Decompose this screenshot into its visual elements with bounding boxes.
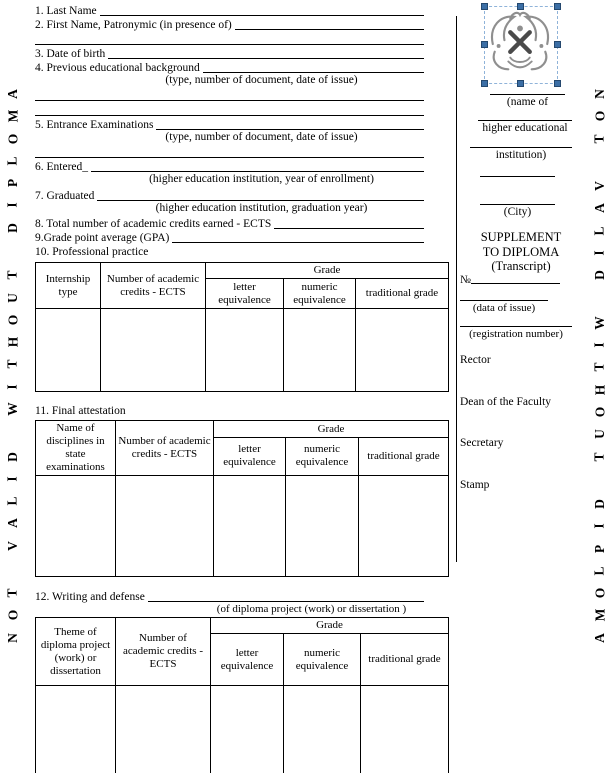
city-caption: (City): [480, 204, 555, 218]
table-cell[interactable]: [101, 309, 206, 392]
table-cell[interactable]: [116, 476, 214, 577]
fill-line[interactable]: [35, 115, 424, 116]
watermark-letter: P: [592, 544, 607, 553]
header-letter-equivalence: letter equivalence: [214, 437, 286, 476]
section-final-attestation-label: 11. Final attestation: [35, 405, 126, 418]
field-total-credits: [35, 216, 448, 230]
header-grade: Grade: [206, 263, 449, 279]
header-credits: Number of academic credits - ECTS: [116, 618, 211, 686]
watermark-letter: P: [5, 179, 20, 188]
fill-line[interactable]: [35, 44, 424, 45]
diploma-project-table: [35, 617, 449, 773]
watermark-letter: M: [592, 609, 607, 622]
watermark-letter: L: [591, 566, 607, 576]
fill-line[interactable]: [91, 171, 424, 172]
header-traditional-grade: traditional grade: [359, 437, 449, 476]
selected-image-frame[interactable]: [484, 6, 558, 84]
header-theme: Theme of diploma project (work) or dissertation: [36, 618, 116, 686]
watermark-right-not-valid-without-diploma: [590, 88, 610, 644]
supplement-line-3: (Transcript): [491, 259, 551, 273]
selection-handle[interactable]: [554, 80, 561, 87]
table-cell[interactable]: [284, 309, 356, 392]
watermark-letter: I: [591, 250, 607, 256]
field-graduated: [35, 187, 448, 201]
section-professional-practice-label: 10. Professional practice: [35, 246, 149, 259]
watermark-letter: D: [5, 451, 20, 462]
watermark-letter: T: [591, 451, 607, 462]
watermark-letter: T: [591, 134, 607, 144]
watermark-letter: T: [4, 270, 20, 280]
watermark-letter: O: [4, 610, 20, 621]
header-letter-equivalence: letter equivalence: [211, 634, 284, 686]
fill-line[interactable]: [156, 129, 424, 130]
field-previous-education: [35, 60, 448, 74]
watermark-letter: I: [591, 342, 607, 348]
field-date-of-birth: [35, 46, 448, 60]
field-entrance-examinations: [35, 117, 448, 131]
watermark-letter: U: [5, 292, 20, 303]
header-grade: Grade: [211, 618, 449, 634]
watermark-letter: O: [591, 587, 607, 599]
field-caption: (higher education institution, year of enrollment): [149, 173, 374, 186]
field-writing-and-defense: 12. Writing and defense: [35, 589, 448, 603]
supplement-title: [460, 230, 582, 274]
form-main-column: [35, 3, 448, 773]
header-disciplines: Name of disciplines in state examinations: [36, 421, 116, 476]
watermark-letter: T: [591, 362, 607, 372]
blank-ruled-line: [480, 176, 555, 188]
fill-line[interactable]: [100, 15, 424, 16]
field-caption: (higher education institution, graduation year): [155, 201, 368, 214]
field-first-name: [35, 17, 448, 31]
watermark-letter: T: [4, 588, 20, 598]
watermark-letter: O: [4, 314, 20, 326]
watermark-letter: N: [5, 632, 20, 643]
field-caption: (of diploma project (work) or dissertation ): [216, 603, 407, 616]
selection-handle[interactable]: [481, 80, 488, 87]
watermark-letter: M: [5, 109, 20, 123]
vertical-divider-line: [456, 16, 457, 562]
table-cell[interactable]: [361, 686, 449, 773]
selection-handle[interactable]: [517, 3, 524, 10]
official-dean: Dean of the Faculty: [460, 396, 552, 408]
watermark-letter: W: [5, 402, 20, 416]
professional-practice-table: [35, 262, 449, 392]
blank-line-row: [35, 31, 448, 45]
field-label: 7. Graduated: [35, 189, 95, 202]
fill-line[interactable]: [471, 283, 560, 284]
header-grade: Grade: [214, 421, 449, 437]
field-gpa: [35, 230, 448, 244]
table-cell[interactable]: [36, 476, 116, 577]
fill-line[interactable]: [148, 601, 424, 602]
selection-handle[interactable]: [481, 3, 488, 10]
watermark-letter: I: [591, 523, 607, 529]
header-numeric-equivalence: numeric equivalence: [284, 279, 356, 309]
watermark-letter: D: [592, 499, 607, 509]
blank-line-row: [35, 88, 448, 102]
field-label: 3. Date of birth: [35, 47, 106, 60]
watermark-letter: D: [5, 222, 20, 233]
watermark-letter: U: [592, 429, 607, 440]
fill-line[interactable]: [172, 242, 424, 243]
watermark-letter: V: [5, 540, 20, 551]
watermark-letter: I: [4, 384, 20, 390]
official-rector: Rector: [460, 354, 491, 366]
table-cell[interactable]: [36, 309, 101, 392]
table-cell[interactable]: [359, 476, 449, 577]
watermark-letter: O: [591, 406, 607, 418]
selection-handle[interactable]: [481, 41, 488, 48]
watermark-letter: H: [591, 384, 607, 395]
official-secretary: Secretary: [460, 437, 504, 449]
watermark-letter: W: [592, 316, 607, 330]
sidebar-column: [460, 0, 588, 773]
field-label: 1. Last Name: [35, 5, 97, 18]
header-internship-type: Internship type: [36, 263, 101, 309]
number-field: [460, 274, 560, 286]
final-attestation-table: [35, 420, 449, 577]
field-last-name: [35, 3, 448, 17]
watermark-letter: A: [592, 203, 607, 214]
header-letter-equivalence: letter equivalence: [206, 279, 284, 309]
supplement-line-2: TO DIPLOMA: [482, 244, 560, 259]
fill-line[interactable]: [97, 200, 424, 201]
watermark-letter: L: [4, 156, 20, 166]
institution-name-line-1: (name of: [490, 94, 565, 108]
blank-line-row: [35, 145, 448, 159]
table-cell[interactable]: [211, 686, 284, 773]
watermark-letter: I: [4, 202, 20, 209]
table-cell[interactable]: [214, 476, 286, 577]
field-caption: (type, number of document, date of issue): [165, 73, 358, 86]
registration-number-caption: (registration number): [460, 326, 572, 340]
fill-line[interactable]: [203, 72, 424, 73]
header-traditional-grade: traditional grade: [356, 279, 449, 309]
field-label: 9.Grade point average (GPA): [35, 232, 170, 245]
watermark-letter: A: [5, 518, 20, 529]
table-cell[interactable]: [284, 686, 361, 773]
table-cell[interactable]: [36, 686, 116, 773]
header-credits: Number of academic credits - ECTS: [101, 263, 206, 309]
coat-of-arms-emblem[interactable]: [485, 7, 555, 81]
institution-name-line-3: institution): [470, 147, 572, 161]
table-cell[interactable]: [286, 476, 359, 577]
watermark-letter: A: [592, 632, 607, 643]
watermark-letter: L: [4, 496, 20, 506]
field-entered: [35, 159, 448, 173]
watermark-left-not-valid-without-diploma: [3, 88, 23, 644]
date-of-issue-caption: (data of issue): [460, 300, 548, 314]
fill-line[interactable]: [274, 228, 424, 229]
supplement-line-1: SUPPLEMENT: [480, 230, 562, 244]
fill-line[interactable]: [108, 58, 424, 59]
field-label: 6. Entered_: [35, 161, 89, 174]
watermark-letter: T: [4, 359, 20, 369]
watermark-letter: O: [591, 111, 607, 122]
field-label: 2. First Name, Patronymic (in presence of): [35, 19, 232, 32]
field-label: 4. Previous educational background: [35, 61, 200, 74]
fill-line[interactable]: [35, 157, 424, 158]
watermark-letter: I: [4, 476, 20, 482]
watermark-letter: D: [592, 270, 607, 281]
header-credits: Number of academic credits - ECTS: [116, 421, 214, 476]
number-sign: №: [460, 274, 471, 286]
watermark-letter: A: [5, 89, 20, 99]
header-numeric-equivalence: numeric equivalence: [284, 634, 361, 686]
watermark-letter: N: [592, 89, 607, 99]
fill-line[interactable]: [35, 100, 424, 101]
watermark-letter: H: [4, 336, 20, 348]
selection-handle[interactable]: [554, 41, 561, 48]
field-label: 8. Total number of academic credits earned - ECTS: [35, 218, 272, 230]
selection-handle[interactable]: [554, 3, 561, 10]
table-cell[interactable]: [116, 686, 211, 773]
watermark-letter: L: [591, 226, 607, 236]
table-cell[interactable]: [356, 309, 449, 392]
header-traditional-grade: traditional grade: [361, 634, 449, 686]
table-cell[interactable]: [206, 309, 284, 392]
official-stamp: Stamp: [460, 479, 490, 491]
header-numeric-equivalence: numeric equivalence: [286, 437, 359, 476]
blank-line-row: [35, 102, 448, 116]
watermark-letter: O: [4, 133, 20, 144]
watermark-letter: V: [592, 181, 607, 191]
field-label: 5. Entrance Examinations: [35, 118, 154, 131]
field-caption: (type, number of document, date of issue): [165, 130, 358, 143]
institution-name-line-2: higher educational: [478, 120, 572, 134]
selection-handle[interactable]: [517, 80, 524, 87]
fill-line[interactable]: [235, 29, 424, 30]
